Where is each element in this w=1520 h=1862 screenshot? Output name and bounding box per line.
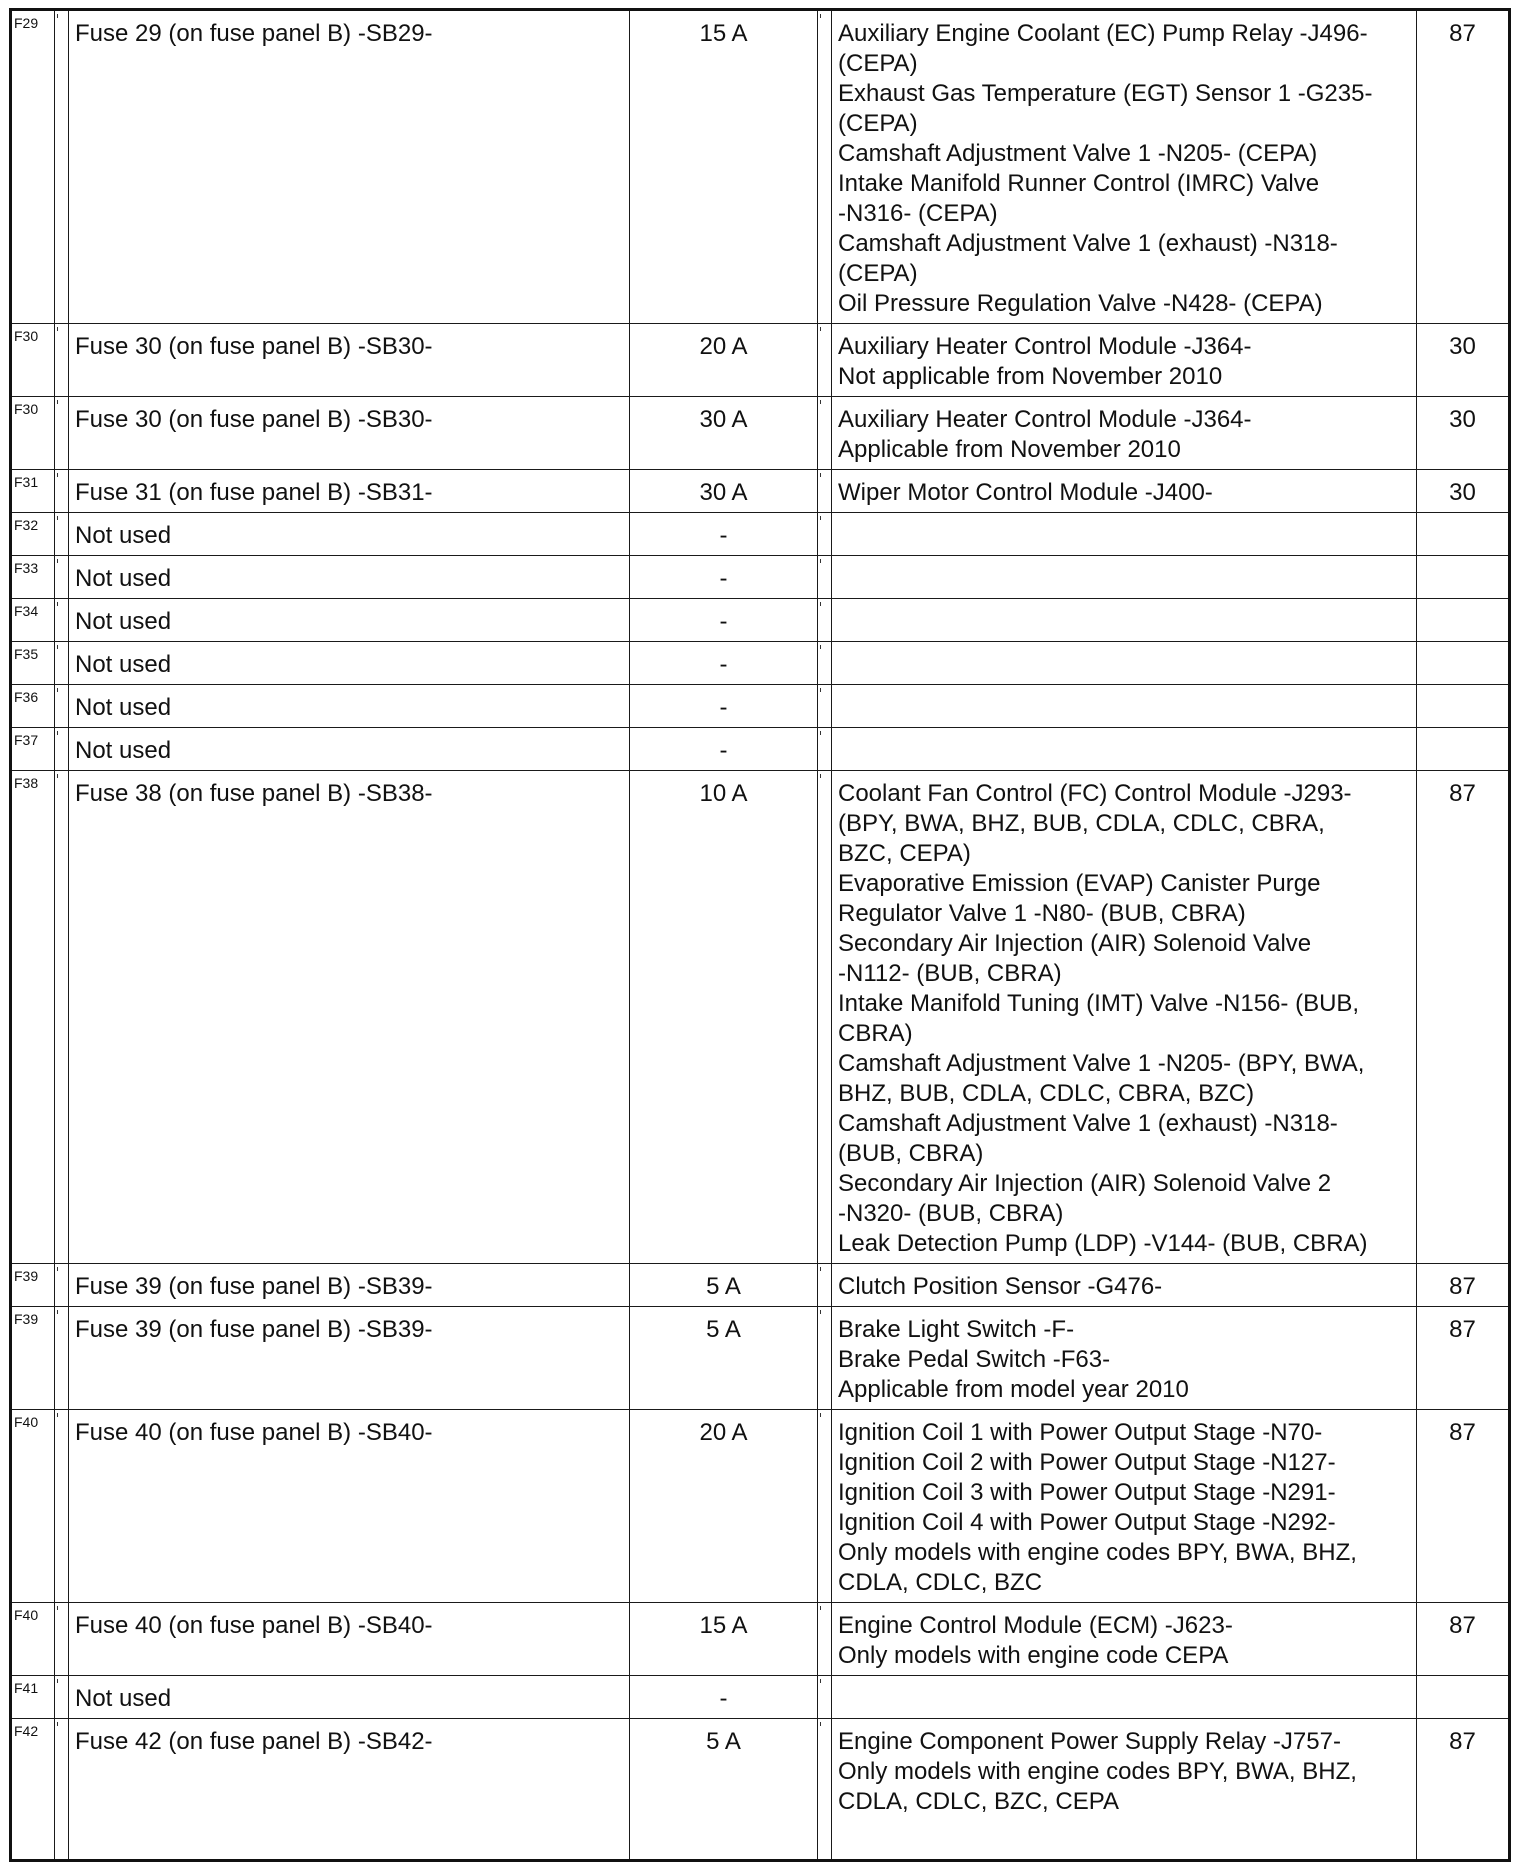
marker-cell [55,397,69,470]
consumer-line: Intake Manifold Tuning (IMT) Valve -N156- (BUB, [838,990,1360,1017]
consumer-line: Camshaft Adjustment Valve 1 (exhaust) -N318- [838,1110,1338,1137]
marker-cell [55,1603,69,1676]
consumer-line: Brake Light Switch -F- [838,1316,1075,1343]
consumers-cell [832,1719,1417,1861]
consumers-cell [832,728,1417,771]
fuse-description-cell: Not used [69,728,630,771]
consumer-line: Engine Control Module (ECM) -J623- [838,1612,1233,1639]
consumer-line: BZC, CEPA) [838,840,971,867]
terminal-cell: 30 [1417,397,1510,470]
fuse-description-cell: Not used [69,513,630,556]
rating-cell: 5 A [630,1264,818,1307]
consumer-line: (CEPA) [838,110,918,137]
consumer-line: Intake Manifold Runner Control (IMRC) Valve [838,170,1320,197]
rating-cell: - [630,642,818,685]
consumer-line: Applicable from November 2010 [838,436,1181,463]
consumer-line: Camshaft Adjustment Valve 1 -N205- (BPY, BWA, [838,1050,1365,1077]
marker-cell [818,324,832,397]
marker-cell [55,10,69,324]
fuse-description-cell: Fuse 29 (on fuse panel B) -SB29- [69,10,630,324]
fuse-id-cell: F30 [11,324,55,397]
marker-cell [55,1410,69,1603]
marker-cell [818,1676,832,1719]
consumers-cell [832,513,1417,556]
consumer-line: -N112- (BUB, CBRA) [838,960,1062,987]
marker-cell [55,1264,69,1307]
fuse-id-cell: F36 [11,685,55,728]
marker-cell [55,685,69,728]
table-row [11,1264,1510,1307]
consumers-cell [832,1603,1417,1676]
consumer-line: Auxiliary Heater Control Module -J364- [838,406,1252,433]
marker-cell [818,397,832,470]
marker-cell [55,513,69,556]
table-row [11,1719,1510,1861]
fuse-description-cell: Not used [69,1676,630,1719]
consumer-line: Ignition Coil 3 with Power Output Stage -N291- [838,1479,1336,1506]
rating-cell: 15 A [630,10,818,324]
terminal-cell: 87 [1417,1603,1510,1676]
consumer-line: -N316- (CEPA) [838,200,998,227]
rating-cell: 20 A [630,1410,818,1603]
table-row [11,1307,1510,1410]
terminal-cell: 87 [1417,1410,1510,1603]
rating-cell: 30 A [630,397,818,470]
consumers-cell [832,1676,1417,1719]
terminal-cell: 87 [1417,1719,1510,1861]
table-row [11,397,1510,470]
table-row [11,513,1510,556]
fuse-description-cell: Fuse 30 (on fuse panel B) -SB30- [69,324,630,397]
marker-cell [818,642,832,685]
table-row [11,470,1510,513]
table-row [11,10,1510,324]
consumer-line: Applicable from model year 2010 [838,1376,1189,1403]
terminal-cell [1417,1676,1510,1719]
fuse-id-cell: F39 [11,1264,55,1307]
consumer-line: Ignition Coil 1 with Power Output Stage -N70- [838,1419,1323,1446]
marker-cell [55,728,69,771]
consumer-line: Camshaft Adjustment Valve 1 -N205- (CEPA) [838,140,1318,167]
consumer-line: (CEPA) [838,50,918,77]
marker-cell [818,1603,832,1676]
consumers-cell [832,324,1417,397]
marker-cell [818,1410,832,1603]
consumers-cell [832,599,1417,642]
rating-cell: - [630,513,818,556]
rating-cell: - [630,728,818,771]
marker-cell [55,771,69,1264]
marker-cell [818,1719,832,1861]
consumers-cell [832,771,1417,1264]
fuse-id-cell: F33 [11,556,55,599]
fuse-id-cell: F38 [11,771,55,1264]
consumer-line: Ignition Coil 4 with Power Output Stage -N292- [838,1509,1336,1536]
table-row [11,771,1510,1264]
marker-cell [818,470,832,513]
consumer-line: Leak Detection Pump (LDP) -V144- (BUB, CBRA) [838,1230,1368,1257]
consumers-cell [832,642,1417,685]
consumer-line: BHZ, BUB, CDLA, CDLC, CBRA, BZC) [838,1080,1255,1107]
table-body [11,10,1510,1861]
terminal-cell [1417,685,1510,728]
fuse-description-cell: Fuse 42 (on fuse panel B) -SB42- [69,1719,630,1861]
rating-cell: 10 A [630,771,818,1264]
consumer-line: Not applicable from November 2010 [838,363,1223,390]
terminal-cell: 30 [1417,470,1510,513]
consumers-cell [832,10,1417,324]
consumers-cell [832,1264,1417,1307]
consumer-line: Only models with engine codes BPY, BWA, BHZ, [838,1539,1357,1566]
consumer-line: Secondary Air Injection (AIR) Solenoid Valve [838,930,1312,957]
terminal-cell [1417,556,1510,599]
fuse-description-cell: Fuse 38 (on fuse panel B) -SB38- [69,771,630,1264]
marker-cell [818,10,832,324]
marker-cell [55,599,69,642]
marker-cell [818,685,832,728]
rating-cell: - [630,556,818,599]
terminal-cell: 87 [1417,1307,1510,1410]
fuse-description-cell: Fuse 30 (on fuse panel B) -SB30- [69,397,630,470]
consumer-line: Engine Component Power Supply Relay -J757- [838,1728,1341,1755]
fuse-description-cell: Not used [69,685,630,728]
marker-cell [55,556,69,599]
rating-cell: 20 A [630,324,818,397]
rating-cell: 30 A [630,470,818,513]
table-row [11,324,1510,397]
fuse-id-cell: F31 [11,470,55,513]
table-row [11,599,1510,642]
fuse-id-cell: F34 [11,599,55,642]
fuse-description-cell: Fuse 31 (on fuse panel B) -SB31- [69,470,630,513]
consumer-line: CDLA, CDLC, BZC [838,1569,1043,1596]
fuse-description-cell: Fuse 39 (on fuse panel B) -SB39- [69,1307,630,1410]
consumer-line: -N320- (BUB, CBRA) [838,1200,1064,1227]
table-row [11,1410,1510,1603]
rating-cell: - [630,599,818,642]
fuse-description-cell: Not used [69,599,630,642]
consumer-line: Clutch Position Sensor -G476- [838,1273,1163,1300]
consumer-line: Only models with engine codes BPY, BWA, BHZ, [838,1758,1357,1785]
consumer-line: Wiper Motor Control Module -J400- [838,479,1213,506]
consumer-line: Oil Pressure Regulation Valve -N428- (CEPA) [838,290,1323,317]
fuse-id-cell: F35 [11,642,55,685]
terminal-cell [1417,599,1510,642]
fuse-id-cell: F41 [11,1676,55,1719]
consumer-line: Regulator Valve 1 -N80- (BUB, CBRA) [838,900,1246,927]
fuse-id-cell: F40 [11,1410,55,1603]
marker-cell [818,1307,832,1410]
consumer-line: (BPY, BWA, BHZ, BUB, CDLA, CDLC, CBRA, [838,810,1325,837]
terminal-cell [1417,642,1510,685]
terminal-cell: 87 [1417,10,1510,324]
consumer-line: Exhaust Gas Temperature (EGT) Sensor 1 -G235- [838,80,1373,107]
fuse-description-cell: Fuse 40 (on fuse panel B) -SB40- [69,1410,630,1603]
consumers-cell [832,556,1417,599]
marker-cell [55,324,69,397]
marker-cell [818,556,832,599]
terminal-cell [1417,513,1510,556]
consumer-line: Auxiliary Engine Coolant (EC) Pump Relay -J496- [838,20,1368,47]
consumer-line: Only models with engine code CEPA [838,1642,1229,1669]
rating-cell: - [630,685,818,728]
fuse-id-cell: F29 [11,10,55,324]
rating-cell: 15 A [630,1603,818,1676]
consumer-line: Evaporative Emission (EVAP) Canister Purge [838,870,1321,897]
table-row [11,556,1510,599]
marker-cell [55,1307,69,1410]
fuse-id-cell: F32 [11,513,55,556]
consumer-line: Ignition Coil 2 with Power Output Stage -N127- [838,1449,1336,1476]
terminal-cell: 30 [1417,324,1510,397]
marker-cell [818,599,832,642]
consumer-line: (BUB, CBRA) [838,1140,984,1167]
marker-cell [55,1719,69,1861]
rating-cell: 5 A [630,1307,818,1410]
fuse-description-cell: Fuse 39 (on fuse panel B) -SB39- [69,1264,630,1307]
consumer-line: Auxiliary Heater Control Module -J364- [838,333,1252,360]
consumer-line: Camshaft Adjustment Valve 1 (exhaust) -N318- [838,230,1338,257]
consumer-line: Coolant Fan Control (FC) Control Module -J293- [838,780,1352,807]
table-row [11,642,1510,685]
consumers-cell [832,1410,1417,1603]
marker-cell [818,771,832,1264]
table-row [11,1603,1510,1676]
fuse-id-cell: F37 [11,728,55,771]
consumer-line: CDLA, CDLC, BZC, CEPA [838,1788,1119,1815]
marker-cell [818,728,832,771]
terminal-cell [1417,728,1510,771]
fuse-id-cell: F40 [11,1603,55,1676]
marker-cell [818,513,832,556]
fuse-id-cell: F30 [11,397,55,470]
consumers-cell [832,397,1417,470]
terminal-cell: 87 [1417,1264,1510,1307]
fuse-id-cell: F42 [11,1719,55,1861]
consumers-cell [832,685,1417,728]
consumers-cell [832,1307,1417,1410]
consumer-line: (CEPA) [838,260,918,287]
terminal-cell: 87 [1417,771,1510,1264]
marker-cell [818,1264,832,1307]
marker-cell [55,1676,69,1719]
consumer-line: Secondary Air Injection (AIR) Solenoid Valve 2 [838,1170,1332,1197]
fuse-description-cell: Not used [69,642,630,685]
fuse-id-cell: F39 [11,1307,55,1410]
table-row [11,728,1510,771]
marker-cell [55,642,69,685]
fuse-table [9,8,1511,1862]
fuse-description-cell: Fuse 40 (on fuse panel B) -SB40- [69,1603,630,1676]
fuse-description-cell: Not used [69,556,630,599]
consumers-cell [832,470,1417,513]
consumer-line: CBRA) [838,1020,913,1047]
consumer-line: Brake Pedal Switch -F63- [838,1346,1111,1373]
marker-cell [55,470,69,513]
rating-cell: - [630,1676,818,1719]
table-row [11,685,1510,728]
table-row [11,1676,1510,1719]
rating-cell: 5 A [630,1719,818,1861]
